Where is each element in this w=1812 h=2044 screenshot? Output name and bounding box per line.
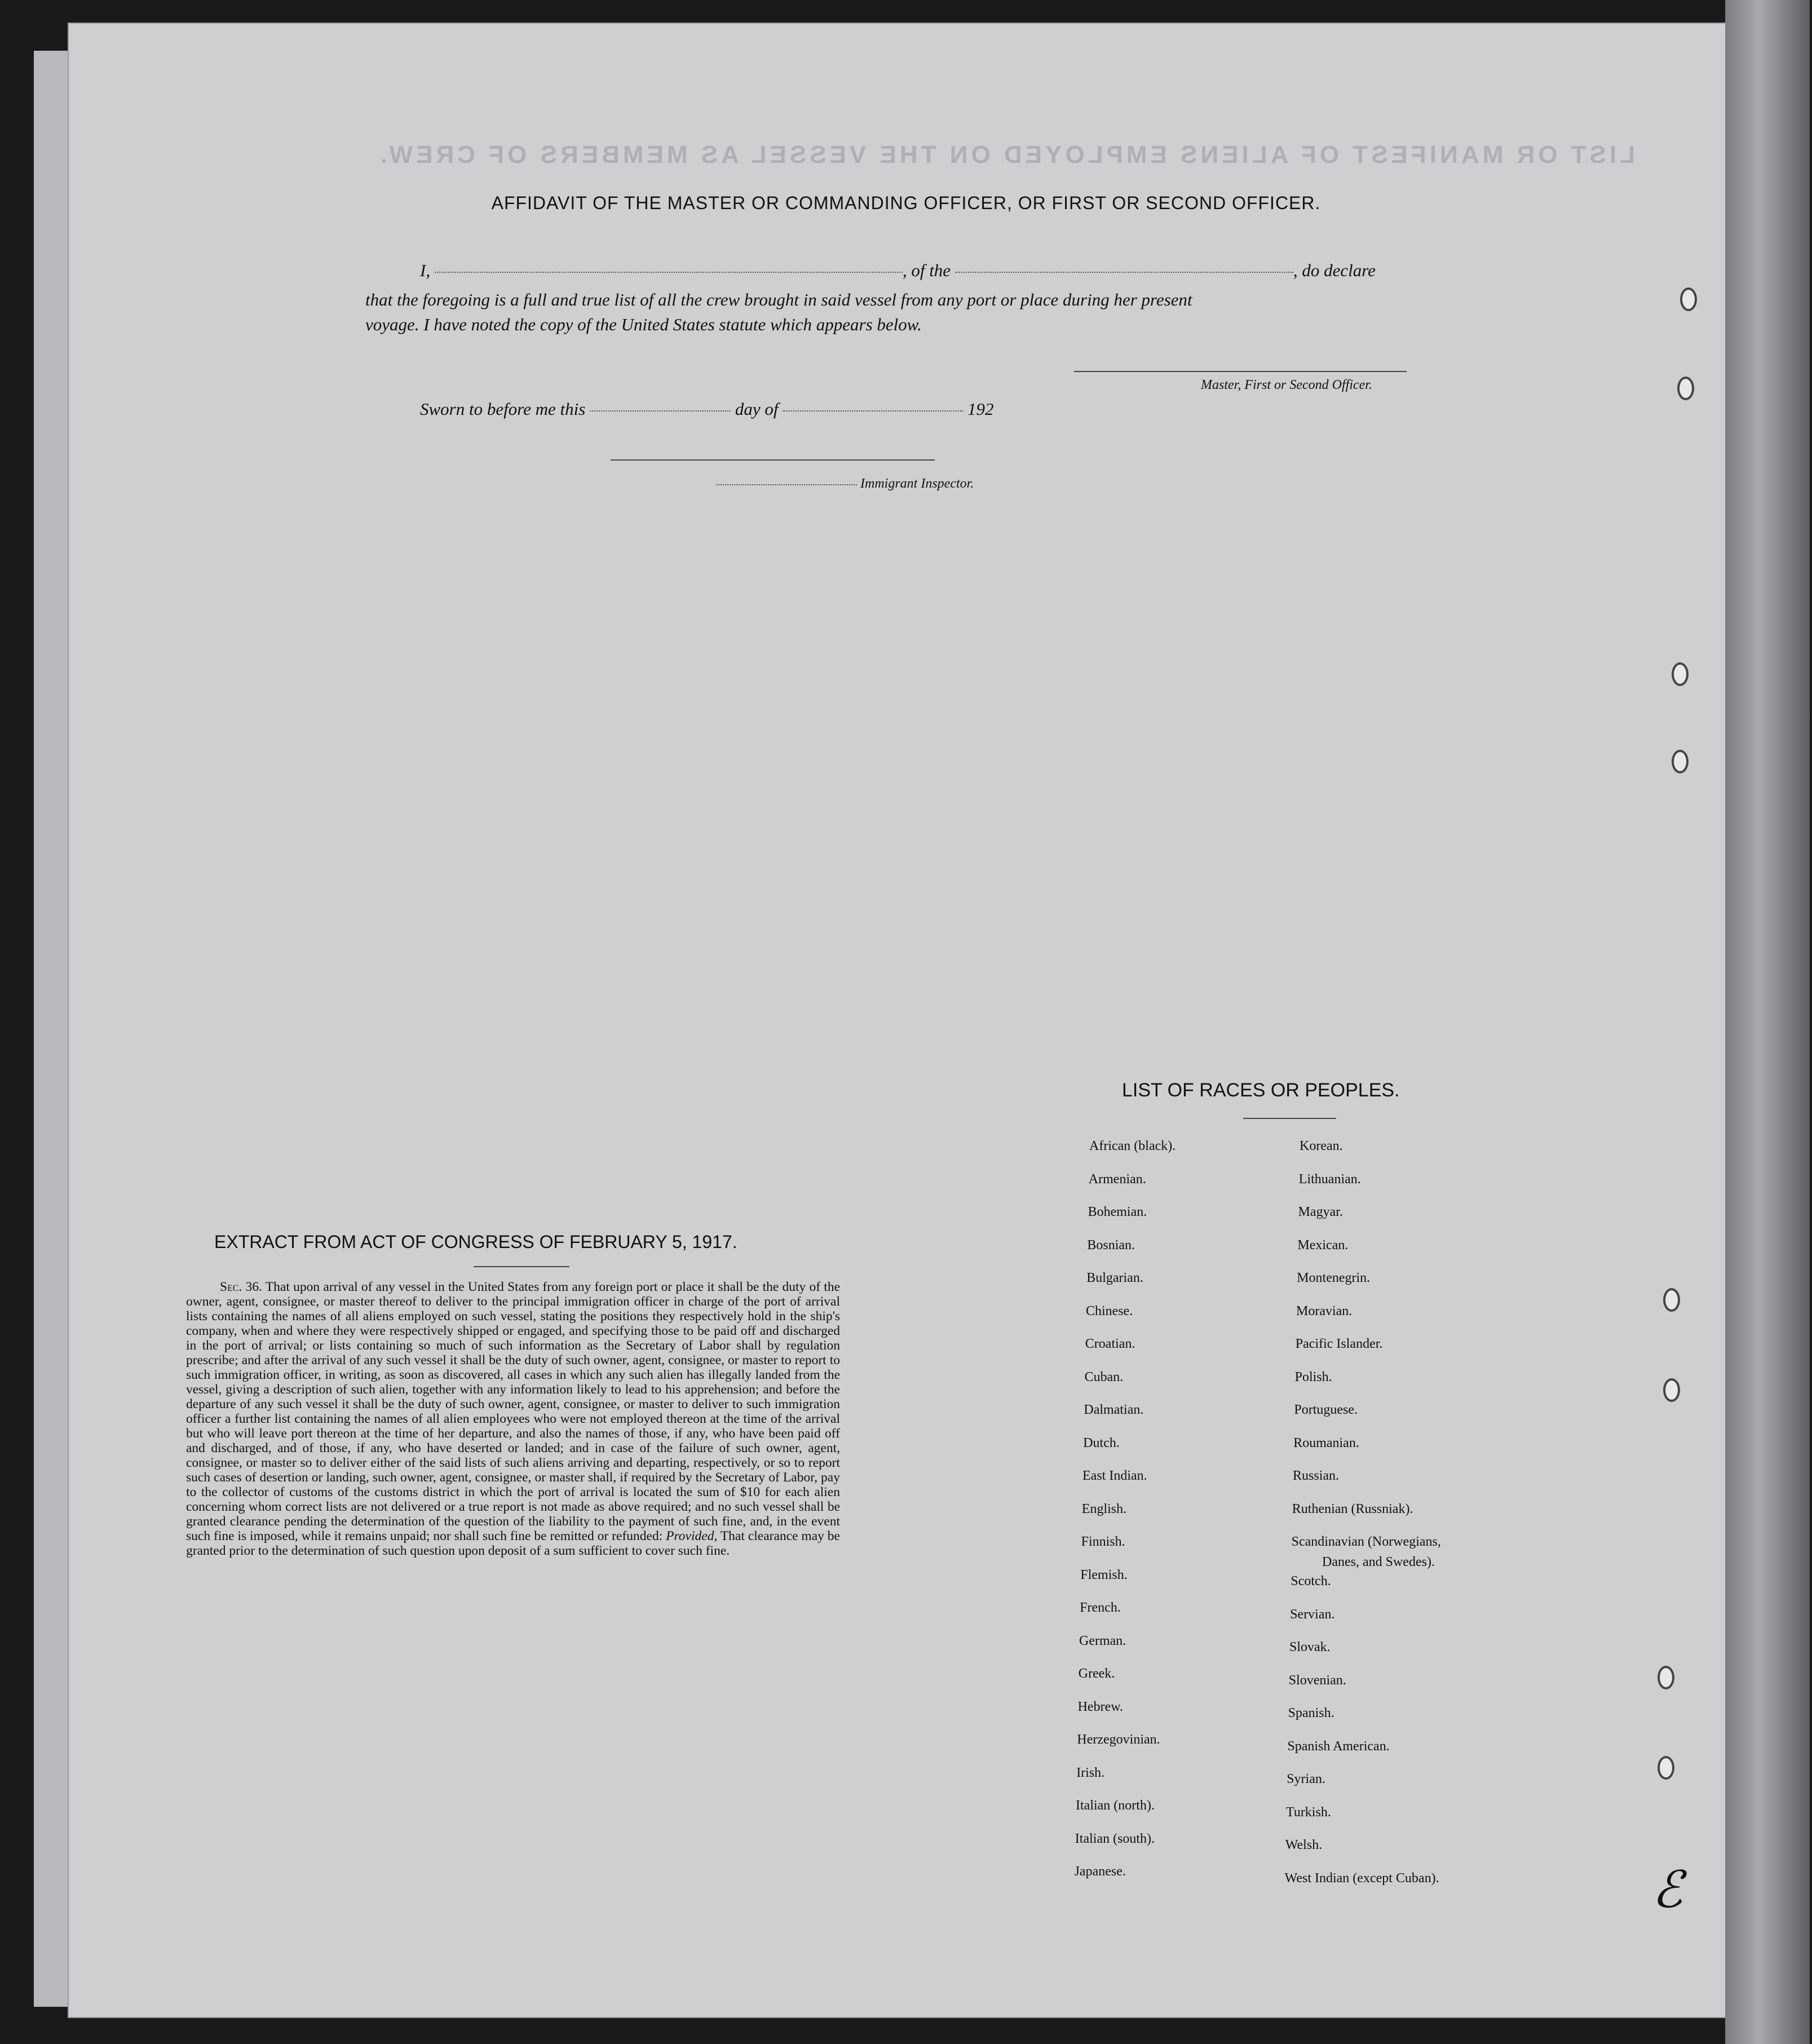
master-label: Master, First or Second Officer. xyxy=(1201,378,1372,392)
race-item: Slovenian. xyxy=(1288,1673,1346,1688)
race-item: Turkish. xyxy=(1286,1804,1331,1820)
affidavit-line-3: voyage. I have noted the copy of the United States statute which appears below. xyxy=(365,315,922,334)
of-the-text: , of the xyxy=(902,260,951,280)
race-item: Herzegovinian. xyxy=(1077,1732,1160,1747)
punch-hole xyxy=(1672,750,1689,773)
extract-title-underline xyxy=(474,1266,569,1267)
race-item: Ruthenian (Russniak). xyxy=(1292,1501,1413,1516)
race-item: Chinese. xyxy=(1086,1303,1133,1319)
race-item: Italian (north). xyxy=(1076,1798,1155,1813)
race-item: Finnish. xyxy=(1081,1534,1125,1549)
race-item: Montenegrin. xyxy=(1297,1271,1371,1285)
race-item: Greek. xyxy=(1078,1666,1115,1681)
vessel-blank xyxy=(955,271,1293,273)
affidavit-line-2: that the foregoing is a full and true list of all the crew brought in said vessel from any port or place during her present xyxy=(365,290,1192,309)
inspector-signature-line xyxy=(611,459,935,461)
month-blank xyxy=(783,410,963,412)
extract-title: EXTRACT FROM ACT OF CONGRESS OF FEBRUARY 5, 1917. xyxy=(214,1232,737,1252)
master-signature-line xyxy=(1074,371,1407,372)
day-blank xyxy=(590,410,731,412)
race-item: Mexican. xyxy=(1297,1237,1349,1253)
race-item: East Indian. xyxy=(1082,1468,1147,1483)
punch-hole xyxy=(1663,1288,1680,1312)
race-item: Italian (south). xyxy=(1075,1831,1155,1846)
punch-hole xyxy=(1680,287,1697,311)
race-item: Cuban. xyxy=(1084,1369,1124,1384)
race-item: Bohemian. xyxy=(1088,1205,1147,1219)
sworn-text: Sworn to before me this xyxy=(420,399,586,419)
punch-hole xyxy=(1663,1378,1680,1402)
day-of-text: day of xyxy=(735,399,779,419)
affidavit-title: AFFIDAVIT OF THE MASTER OR COMMANDING OFFICER, OR FIRST OR SECOND OFFICER. xyxy=(491,193,1321,213)
race-item: Polish. xyxy=(1294,1369,1332,1384)
race-item: Armenian. xyxy=(1088,1171,1146,1187)
race-item: African (black). xyxy=(1089,1139,1176,1153)
races-title: LIST OF RACES OR PEOPLES. xyxy=(1122,1079,1400,1101)
punch-hole xyxy=(1658,1756,1674,1780)
race-scandinavian-continued: Danes, and Swedes). xyxy=(1322,1555,1435,1569)
year-text: 192 xyxy=(967,399,994,419)
race-item: Irish. xyxy=(1076,1765,1105,1780)
affidavit-line-1 xyxy=(420,260,1376,281)
race-item: German. xyxy=(1079,1633,1126,1648)
section-number: Sec. 36. xyxy=(220,1280,262,1294)
race-item: Moravian. xyxy=(1296,1303,1353,1319)
inspector-blank xyxy=(716,484,857,485)
race-item: Pacific Islander. xyxy=(1295,1337,1383,1351)
punch-hole xyxy=(1658,1666,1674,1689)
race-item: Roumanian. xyxy=(1293,1435,1359,1450)
extract-body xyxy=(186,1280,840,1558)
race-item: Servian. xyxy=(1290,1607,1335,1622)
race-item: Japanese. xyxy=(1074,1864,1126,1879)
provided-word: Provided, xyxy=(666,1529,718,1543)
race-item: Dalmatian. xyxy=(1084,1403,1144,1417)
name-blank xyxy=(435,271,903,273)
race-item: Flemish. xyxy=(1080,1567,1128,1582)
extract-text-2: That clearance may be granted prior to the determination of such question upon deposit of a sum sufficient to cover such fine. xyxy=(186,1529,840,1558)
extract-text-1: That upon arrival of any vessel in the United States from any foreign port or place it shall be the duty of the owner, agent, consignee, or master thereof to deliver to the principal immigration officer in charge of the port of arrival lists containing the names of all aliens employed on such vessel, stating the positions they respectively hold in the ship's company, when and where they were respectively shipped or engaged, and specifying those to be paid off and discharged in the port of arrival; or lists containing so much of such information as the Secretary of Labor shall by regulation prescribe; and after the arrival of any such vessel it shall be the duty of such owner, agent, consignee, or master to report to such immigration officer, in writing, as soon as discovered, all cases in which any such alien has illegally landed from the vessel, giving a description of such alien, together with any information likely to lead to his apprehension; and before the departure of any such vessel it shall be the duty of such owner, agent, consignee, or master to deliver to such immigration officer a further list containing the names of all alien employees who were not employed thereon at the time of the arrival but who will leave port thereon at the time of her departure, and also the names of those, if any, who have been paid off and discharged, and of those, if any, who have deserted or landed; and in case of the failure of such owner, agent, consignee, or master so to deliver either of the said lists of such aliens arriving and departing, respectively, or so to report such cases of desertion or landing, such owner, agent, consignee, or master shall, if required by the Secretary of Labor, pay to the collector of customs of the customs district in which the port of arrival is located the sum of $10 for each alien concerning whom correct lists are not delivered or a true report is not made as above required; and no such vessel shall be granted clearance pending the determination of the question of the liability to the payment of such fine, and, in the event such fine is imposed, while it remains unpaid; nor shall such fine be remitted or refunded: xyxy=(186,1280,841,1543)
race-item: Portuguese. xyxy=(1294,1403,1358,1417)
race-item: Lithuanian. xyxy=(1298,1171,1361,1187)
race-item: Slovak. xyxy=(1289,1640,1331,1654)
inspector-line xyxy=(716,476,974,492)
race-item: Croatian. xyxy=(1085,1337,1135,1351)
race-item: Spanish American. xyxy=(1287,1738,1390,1754)
pronoun-i: I, xyxy=(420,260,431,280)
declare-text: , do declare xyxy=(1293,260,1376,280)
sworn-line xyxy=(420,399,993,419)
race-item: Spanish. xyxy=(1288,1706,1334,1720)
race-item: Korean. xyxy=(1300,1139,1343,1153)
race-item: Russian. xyxy=(1293,1468,1340,1483)
race-item: Welsh. xyxy=(1285,1838,1323,1852)
races-title-underline xyxy=(1243,1118,1336,1119)
binder-edge xyxy=(1725,0,1810,2044)
race-item: Bosnian. xyxy=(1087,1237,1135,1253)
race-item: Dutch. xyxy=(1083,1435,1120,1450)
race-item: Scandinavian (Norwegians, xyxy=(1291,1534,1441,1549)
bleed-through-text: LIST OR MANIFEST OF ALIENS EMPLOYED ON THE VESSEL AS MEMBERS OF CREW. xyxy=(377,141,1635,169)
handwritten-mark: ℰ xyxy=(1652,1862,1683,1918)
race-item: English. xyxy=(1081,1501,1127,1516)
race-item: Bulgarian. xyxy=(1086,1271,1143,1285)
race-item: West Indian (except Cuban). xyxy=(1284,1870,1439,1886)
race-item: Scotch. xyxy=(1291,1574,1331,1589)
punch-hole xyxy=(1677,377,1694,400)
race-item: Syrian. xyxy=(1287,1772,1325,1786)
punch-hole xyxy=(1672,662,1689,686)
race-item: French. xyxy=(1080,1600,1121,1615)
race-item: Hebrew. xyxy=(1077,1699,1123,1714)
race-item: Magyar. xyxy=(1298,1205,1343,1219)
inspector-label: Immigrant Inspector. xyxy=(860,476,974,491)
